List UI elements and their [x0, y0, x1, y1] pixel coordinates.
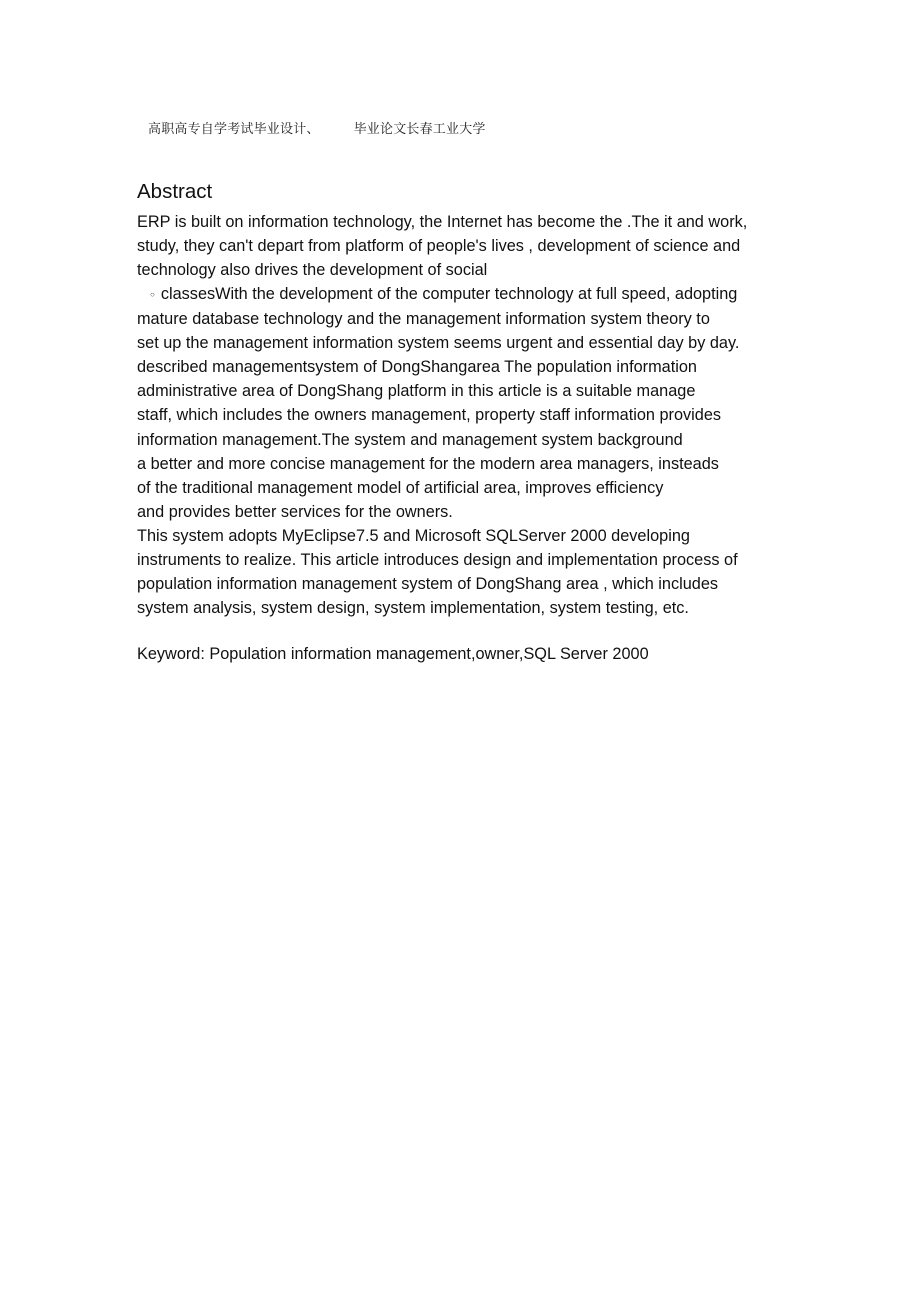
abstract-line: described managementsystem of DongShangarea The population information	[137, 358, 697, 377]
abstract-line-bulleted	[137, 282, 797, 307]
abstract-line: population information management system of DongShang area , which includes	[137, 575, 719, 594]
abstract-line: information management.The system and management system background	[137, 430, 683, 449]
page-header	[148, 118, 486, 137]
abstract-line: instruments to realize. This article introduces design and implementation process of	[137, 550, 738, 569]
abstract-line: administrative area of DongShang platform in this article is a suitable manage	[137, 382, 696, 401]
abstract-line: of the traditional management model of artificial area, improves efficiency	[137, 478, 664, 497]
abstract-line: a better and more concise management for the modern area managers, insteads	[137, 454, 719, 473]
abstract-line: This system adopts MyEclipse7.5 and Microsoft SQLServer 2000 developing	[137, 526, 690, 545]
abstract-title: Abstract	[137, 180, 213, 203]
abstract-line: staff, which includes the owners management, property staff information provides	[137, 406, 722, 425]
header-text-right: 毕业论文长春工业大学	[353, 122, 486, 137]
abstract-line: mature database technology and the management information system theory to	[137, 310, 710, 329]
abstract-line: set up the management information system seems urgent and essential day by day.	[137, 334, 740, 353]
header-text-left: 高职高专自学考试毕业设计、	[148, 122, 320, 137]
abstract-line: technology also drives the development of social	[137, 261, 488, 280]
abstract-body	[137, 210, 797, 620]
abstract-section	[137, 178, 797, 666]
keywords-line: Keyword: Population information management,owner,SQL Server 2000	[137, 645, 649, 664]
abstract-line: and provides better services for the owners.	[137, 502, 453, 521]
abstract-line: ERP is built on information technology, the Internet has become the .The it and work,	[137, 213, 748, 231]
small-circle-icon: ○	[150, 289, 155, 299]
abstract-line: system analysis, system design, system implementation, system testing, etc.	[137, 599, 689, 618]
abstract-line-text: classesWith the development of the computer technology at full speed, adopting	[160, 285, 738, 304]
abstract-line: study, they can't depart from platform of people's lives , development of science and	[137, 237, 741, 256]
